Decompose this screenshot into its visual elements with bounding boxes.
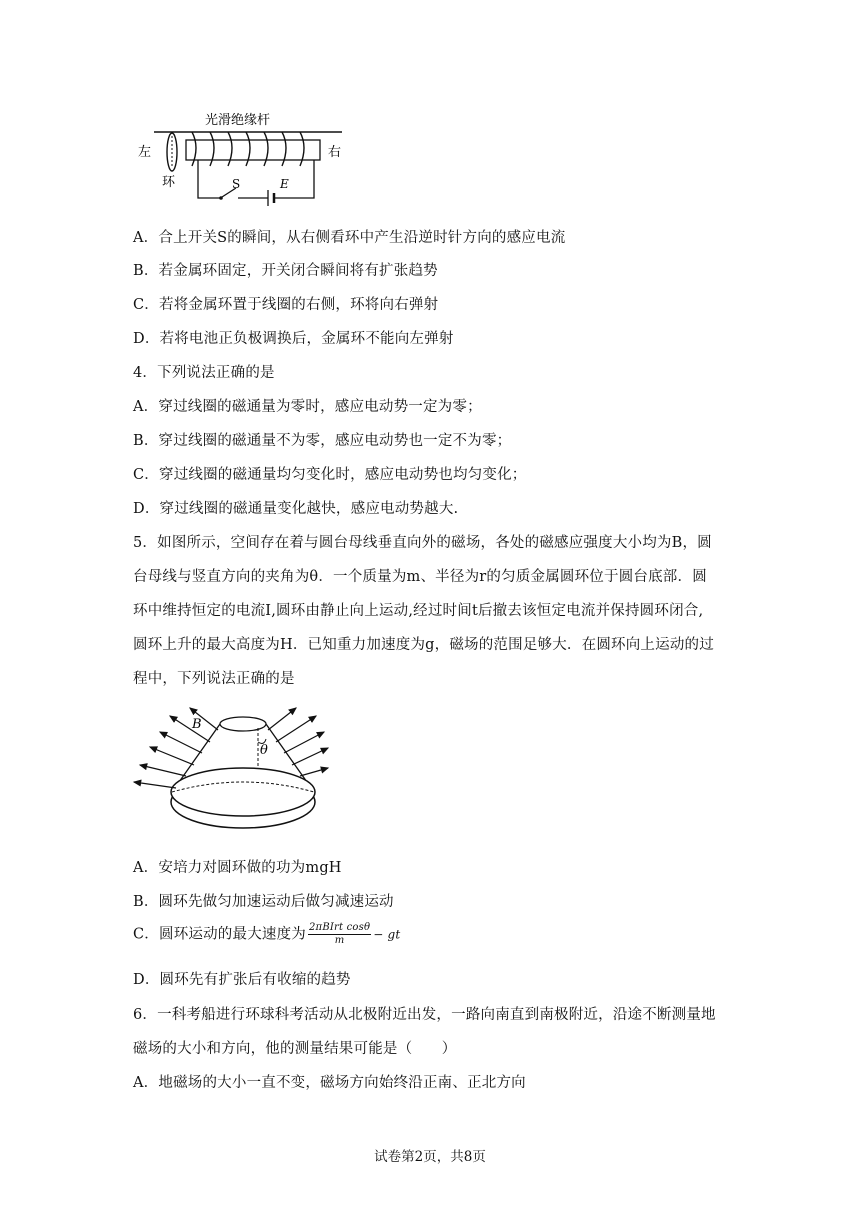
q3-option-d: D．若将电池正负极调换后，金属环不能向左弹射 xyxy=(133,331,454,347)
solenoid-figure xyxy=(130,108,345,210)
frustum-figure xyxy=(130,692,330,837)
q5-option-c-tail: − gt xyxy=(373,927,401,942)
fraction-denominator: m xyxy=(334,935,345,946)
q5-stem-line: 台母线与竖直方向的夹角为θ．一个质量为m、半径为r的匀质金属圆环位于圆台底部．圆 xyxy=(133,569,707,585)
q6-stem-line: 6．一科考船进行环球科考活动从北极附近出发，一路向南直到南极附近，沿途不断测量地 xyxy=(133,1007,716,1023)
switch-icon xyxy=(219,196,223,200)
coil-core xyxy=(186,140,320,160)
rod-label: 光滑绝缘杆 xyxy=(205,113,271,128)
q5-option-b: B．圆环先做匀加速运动后做匀减速运动 xyxy=(133,894,394,910)
q5-stem-line: 圆环上升的最大高度为H．已知重力加速度为g，磁场的范围足够大．在圆环向上运动的过 xyxy=(133,637,714,653)
coil-turns xyxy=(192,132,304,166)
q3-option-b: B．若金属环固定，开关闭合瞬间将有扩张趋势 xyxy=(133,263,438,279)
fraction-numerator: 2πBIrt cosθ xyxy=(309,922,371,933)
q6-option-a: A．地磁场的大小一直不变，磁场方向始终沿正南、正北方向 xyxy=(133,1075,526,1091)
q5-option-c-text: C．圆环运动的最大速度为 xyxy=(133,926,306,943)
frustum-top xyxy=(220,717,266,731)
q5-stem-line: 环中维持恒定的电流I,圆环由静止向上运动,经过时间t后撤去该恒定电流并保持圆环闭合, xyxy=(133,603,704,619)
q4-option-c: C．穿过线圈的磁通量均匀变化时，感应电动势也均匀变化； xyxy=(133,467,527,483)
page-footer: 试卷第2页，共8页 xyxy=(374,1149,486,1165)
circuit-wire xyxy=(198,160,314,206)
ring-upper xyxy=(171,768,315,816)
field-label: B xyxy=(192,717,202,732)
q6-stem-line: 磁场的大小和方向，他的测量结果可能是（ ） xyxy=(133,1041,457,1057)
q4-option-b: B．穿过线圈的磁通量不为零，感应电动势也一定不为零； xyxy=(133,433,512,449)
q4-stem: 4．下列说法正确的是 xyxy=(133,365,275,381)
left-label: 左 xyxy=(138,145,152,160)
q5-option-c xyxy=(133,922,400,947)
q3-option-a: A．合上开关S的瞬间，从右侧看环中产生沿逆时针方向的感应电流 xyxy=(133,230,566,246)
q3-option-c: C．若将金属环置于线圈的右侧，环将向右弹射 xyxy=(133,297,439,313)
q5-stem-line: 程中，下列说法正确的是 xyxy=(133,671,295,687)
q5-option-d: D．圆环先有扩张后有收缩的趋势 xyxy=(133,972,351,988)
q5-stem-line: 5．如图所示，空间存在着与圆台母线垂直向外的磁场，各处的磁感应强度大小均为B，圆 xyxy=(133,535,712,551)
ring-label: 环 xyxy=(162,175,176,190)
q4-option-a: A．穿过线圈的磁通量为零时，感应电动势一定为零； xyxy=(133,399,482,415)
theta-label: θ xyxy=(260,743,268,758)
right-label: 右 xyxy=(328,145,342,160)
battery-label: E xyxy=(280,177,289,191)
q4-option-d: D．穿过线圈的磁通量变化越快，感应电动势越大. xyxy=(133,501,459,517)
switch-label: S xyxy=(232,177,241,191)
velocity-fraction xyxy=(308,922,371,947)
q5-option-a: A．安培力对圆环做的功为mgH xyxy=(133,860,342,876)
